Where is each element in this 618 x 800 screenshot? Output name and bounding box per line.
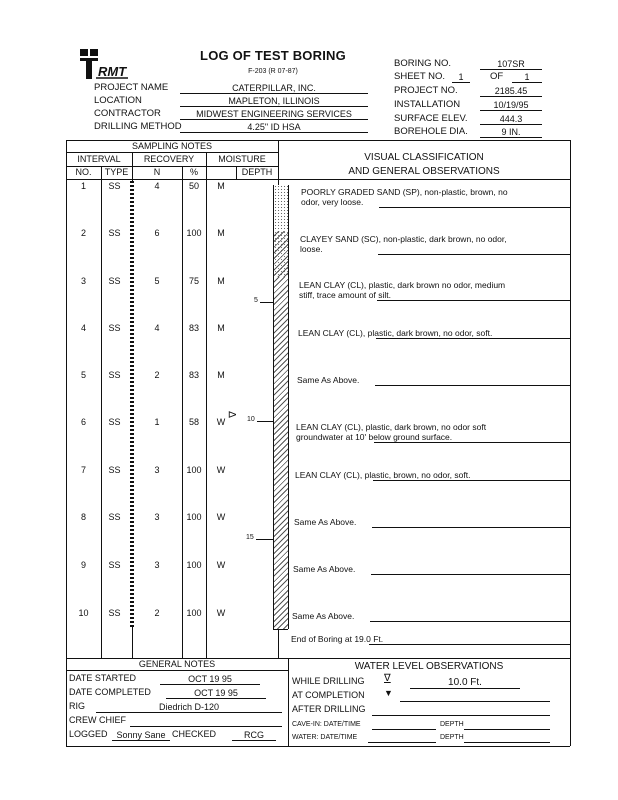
sample-no: 5 bbox=[80, 370, 86, 380]
while-drilling-symbol: ∇ bbox=[384, 673, 391, 684]
at-completion-label: AT COMPLETION bbox=[292, 690, 365, 700]
sample-type: SS bbox=[108, 181, 121, 191]
sample-n: 2 bbox=[154, 608, 160, 618]
drilling-method-value: 4.25" ID HSA bbox=[180, 122, 368, 133]
sheet-total-value: 1 bbox=[512, 72, 542, 83]
sample-type: SS bbox=[108, 608, 121, 618]
sample-type: SS bbox=[108, 560, 121, 570]
sheet-no-label: SHEET NO. bbox=[394, 71, 446, 82]
sample-type: SS bbox=[108, 512, 121, 522]
sample-n: 2 bbox=[154, 370, 160, 380]
project-no-value: 2185.45 bbox=[480, 86, 542, 97]
observation-rule bbox=[376, 338, 570, 339]
observation-rule bbox=[374, 442, 570, 443]
sample-moisture: W bbox=[216, 608, 226, 618]
moisture-header: MOISTURE bbox=[218, 154, 266, 164]
sampling-notes-header: SAMPLING NOTES bbox=[131, 141, 212, 151]
page-title: LOG OF TEST BORING bbox=[200, 48, 346, 63]
soil-column-sand bbox=[273, 185, 289, 231]
project-name-value: CATERPILLAR, INC. bbox=[180, 83, 368, 94]
sample-moisture: M bbox=[217, 276, 225, 286]
sample-pct: 83 bbox=[188, 370, 199, 380]
location-label: LOCATION bbox=[94, 95, 142, 106]
sample-moisture: W bbox=[216, 465, 226, 475]
interval-header: INTERVAL bbox=[77, 154, 121, 164]
observation-line2: stiff, trace amount of silt. bbox=[299, 290, 391, 300]
water-depth-label: DEPTH bbox=[440, 734, 464, 741]
after-drilling-label: AFTER DRILLING bbox=[292, 704, 366, 714]
cave-in-depth-label: DEPTH bbox=[440, 721, 464, 728]
sample-n: 4 bbox=[154, 181, 160, 191]
rig-value: Diedrich D-120 bbox=[96, 702, 282, 713]
observation-rule bbox=[377, 300, 570, 301]
pct-header: % bbox=[189, 167, 198, 177]
sample-type: SS bbox=[108, 417, 121, 427]
observation-line2: loose. bbox=[300, 244, 323, 254]
observation-line1: End of Boring at 19.0 Ft. bbox=[291, 634, 384, 644]
no-header: NO. bbox=[75, 167, 92, 177]
observation-line1: LEAN CLAY (CL), plastic, brown, no odor, soft. bbox=[295, 470, 471, 480]
date-completed-value: OCT 19 95 bbox=[166, 688, 266, 699]
observation-rule bbox=[375, 385, 570, 386]
surface-elev-label: SURFACE ELEV. bbox=[394, 113, 468, 124]
type-header: TYPE bbox=[104, 167, 129, 177]
while-drilling-label: WHILE DRILLING bbox=[292, 676, 365, 686]
boring-no-value: 107SR bbox=[480, 59, 542, 70]
date-completed-label: DATE COMPLETED bbox=[69, 687, 151, 697]
logged-value: Sonny Sane bbox=[112, 730, 170, 741]
sheet-of-label: OF bbox=[490, 71, 504, 82]
sample-type: SS bbox=[108, 323, 121, 333]
observation-line1: LEAN CLAY (CL), plastic, dark brown, no odor soft bbox=[296, 422, 487, 432]
boring-no-label: BORING NO. bbox=[394, 58, 452, 69]
sample-no: 2 bbox=[80, 228, 86, 238]
at-completion-symbol: ▼ bbox=[384, 688, 393, 698]
sample-pct: 100 bbox=[186, 560, 202, 570]
project-no-label: PROJECT NO. bbox=[394, 85, 458, 96]
form-number: F-203 (R 07-87) bbox=[248, 68, 298, 75]
water-table-icon: ∇ bbox=[227, 411, 239, 418]
sample-type: SS bbox=[108, 465, 121, 475]
sample-n: 4 bbox=[154, 323, 160, 333]
n-header: N bbox=[153, 167, 161, 177]
observation-rule bbox=[379, 207, 570, 208]
sample-type: SS bbox=[108, 370, 121, 380]
sheet-no-value: 1 bbox=[452, 72, 470, 83]
sample-pct: 100 bbox=[186, 465, 202, 475]
sample-no: 3 bbox=[80, 276, 86, 286]
sample-no: 7 bbox=[80, 465, 86, 475]
contractor-label: CONTRACTOR bbox=[94, 108, 161, 119]
contractor-value: MIDWEST ENGINEERING SERVICES bbox=[180, 109, 368, 120]
sample-pct: 100 bbox=[186, 608, 202, 618]
drilling-method-label: DRILLING METHOD bbox=[94, 121, 182, 132]
observation-line1: LEAN CLAY (CL), plastic, dark brown no odor, medium bbox=[299, 280, 506, 290]
sample-n: 5 bbox=[154, 276, 160, 286]
sample-no: 10 bbox=[78, 608, 89, 618]
sample-pct: 100 bbox=[186, 512, 202, 522]
sample-no: 6 bbox=[80, 417, 86, 427]
observation-line2: groundwater at 10' below ground surface. bbox=[296, 432, 453, 442]
sample-n: 3 bbox=[154, 560, 160, 570]
observation-rule bbox=[371, 574, 570, 575]
observation-rule bbox=[370, 621, 570, 622]
logged-label: LOGGED bbox=[69, 729, 108, 739]
sample-moisture: M bbox=[217, 181, 225, 191]
observation-line1: CLAYEY SAND (SC), non-plastic, dark brown, no odor, bbox=[300, 234, 507, 244]
observation-line1: LEAN CLAY (CL), plastic, dark brown, no odor, soft. bbox=[298, 328, 493, 338]
rig-label: RIG bbox=[69, 701, 86, 711]
soil-column-lean-clay bbox=[273, 277, 289, 629]
sample-n: 6 bbox=[154, 228, 160, 238]
sample-type: SS bbox=[108, 228, 121, 238]
location-value: MAPLETON, ILLINOIS bbox=[180, 96, 368, 107]
crew-chief-value bbox=[130, 716, 282, 727]
sample-moisture: W bbox=[216, 417, 226, 427]
checked-label: CHECKED bbox=[172, 729, 217, 739]
depth-tick-5: 5 bbox=[254, 297, 258, 304]
cave-in-label: CAVE-IN: DATE/TIME bbox=[292, 721, 361, 728]
soil-column-clayey-sand bbox=[273, 231, 289, 277]
logo-text: RMT bbox=[98, 64, 127, 79]
sample-pct: 58 bbox=[188, 417, 199, 427]
observation-rule bbox=[372, 527, 570, 528]
sample-no: 4 bbox=[80, 323, 86, 333]
project-name-label: PROJECT NAME bbox=[94, 82, 169, 93]
sample-pct: 75 bbox=[188, 276, 199, 286]
observation-line1: Same As Above. bbox=[294, 517, 357, 527]
depth-tick-10: 10 bbox=[247, 416, 255, 423]
while-drilling-value: 10.0 Ft. bbox=[410, 677, 520, 689]
general-notes-title: GENERAL NOTES bbox=[138, 659, 216, 669]
sample-no: 9 bbox=[80, 560, 86, 570]
sample-pct: 83 bbox=[188, 323, 199, 333]
sample-n: 3 bbox=[154, 512, 160, 522]
recovery-header: RECOVERY bbox=[143, 154, 195, 164]
sample-pct: 100 bbox=[186, 228, 202, 238]
sample-n: 3 bbox=[154, 465, 160, 475]
classification-header-line2: AND GENERAL OBSERVATIONS bbox=[348, 166, 500, 177]
classification-header-line1: VISUAL CLASSIFICATION bbox=[364, 152, 484, 163]
surface-elev-value: 444.3 bbox=[480, 114, 542, 125]
observation-line1: Same As Above. bbox=[297, 375, 360, 385]
sample-moisture: M bbox=[217, 370, 225, 380]
observation-rule bbox=[378, 254, 570, 255]
rmt-logo bbox=[78, 47, 130, 81]
checked-value: RCG bbox=[232, 730, 276, 741]
sample-no: 8 bbox=[80, 512, 86, 522]
sample-moisture: M bbox=[217, 323, 225, 333]
observation-line1: Same As Above. bbox=[292, 611, 355, 621]
observation-line1: POORLY GRADED SAND (SP), non-plastic, brown, no bbox=[301, 187, 508, 197]
sample-no: 1 bbox=[80, 181, 86, 191]
crew-chief-label: CREW CHIEF bbox=[69, 715, 126, 725]
depth-tick-15: 15 bbox=[246, 534, 254, 541]
observation-rule bbox=[373, 480, 570, 481]
installation-label: INSTALLATION bbox=[394, 99, 461, 110]
water-date-label: WATER: DATE/TIME bbox=[292, 734, 358, 741]
sample-moisture: W bbox=[216, 560, 226, 570]
depth-header: DEPTH bbox=[241, 167, 273, 177]
sample-n: 1 bbox=[154, 417, 160, 427]
borehole-dia-label: BOREHOLE DIA. bbox=[394, 126, 468, 137]
sample-pct: 50 bbox=[188, 181, 199, 191]
sample-moisture: W bbox=[216, 512, 226, 522]
observation-rule bbox=[369, 644, 570, 645]
sample-moisture: M bbox=[217, 228, 225, 238]
observation-line1: Same As Above. bbox=[293, 564, 356, 574]
date-started-value: OCT 19 95 bbox=[160, 674, 260, 685]
date-started-label: DATE STARTED bbox=[69, 673, 137, 683]
water-level-title: WATER LEVEL OBSERVATIONS bbox=[354, 661, 504, 672]
sample-type: SS bbox=[108, 276, 121, 286]
observation-line2: odor, very loose. bbox=[301, 197, 364, 207]
borehole-dia-value: 9 IN. bbox=[480, 127, 542, 138]
installation-value: 10/19/95 bbox=[480, 100, 542, 111]
